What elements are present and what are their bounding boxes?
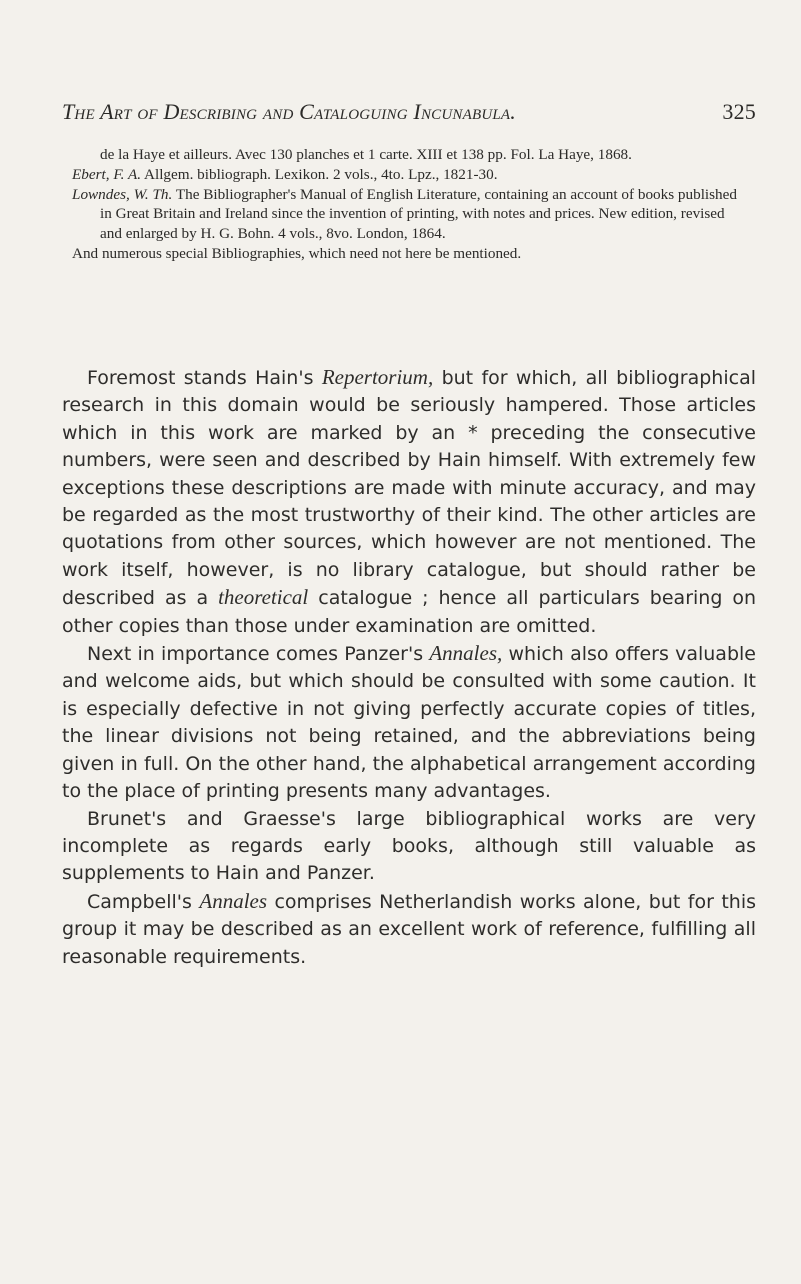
running-head <box>62 99 756 125</box>
text-run: Campbell's <box>87 890 192 913</box>
entry-text: Allgem. bibliograph. Lexikon. 2 vols., 4to. Lpz., 1821-30. <box>144 165 498 183</box>
running-head-title: The Art of Describing and Cataloguing Incunabula. <box>62 99 516 124</box>
text-run: but for which, all bibliographical research in this domain would be seriously hampered. Those articles which in this work are marked by an * preceding the consecutive numbers, were seen and described by Hain himself. With extremely few exceptions these descriptions are made with minute accuracy, and may be regarded as the most trustworthy of their kind. The other articles are quotations from other sources, which however are not mentioned. The work itself, however, is no library catalogue, but should rather be described as a <box>62 367 756 610</box>
book-title: Annales <box>199 888 268 913</box>
text-run: catalogue ; hence all particulars bearing on other copies than those under examination are omitted. <box>62 587 757 637</box>
text-run: Foremost stands Hain's <box>87 367 314 389</box>
bibliography-entry-ebert <box>72 165 748 185</box>
entry-text: The Bibliographer's Manual of English Literature, containing an account of books published in Great Britain and Ireland since the invention of printing, with notes and prices. New edition, revised and enlarged by H. G. Bohn. 4 vols., 8vo. London, 1864. <box>100 185 737 243</box>
book-title: Repertorium, <box>321 365 434 389</box>
paragraph-campbell <box>62 888 756 971</box>
book-title: Annales, <box>429 641 503 666</box>
bibliography-entry-continuation: de la Haye et ailleurs. Avec 130 planches et 1 carte. XIII et 138 pp. Fol. La Haye, 1868. <box>100 146 632 163</box>
bibliography-closing-note: And numerous special Bibliographies, which need not here be mentioned. <box>72 244 522 262</box>
paragraph-brunet: Brunet's and Graesse's large bibliographical works are very incomplete as regards early books, although still valuable as supplements to Hain and Panzer. <box>62 807 756 885</box>
entry-author: Ebert, F. A. <box>72 165 142 183</box>
text-run: which also offers valuable and welcome aids, but which should be consulted with some caution. It is especially defective in not giving perfectly accurate copies of titles, the linear divisions not being retained, and the abbreviations being given in full. On the other hand, the alphabetical arrangement according to the place of printing presents many advantages. <box>62 643 756 803</box>
bibliography-list <box>72 145 748 264</box>
page-number: 325 <box>722 99 756 124</box>
paragraph-hain <box>62 364 756 640</box>
paragraph-panzer <box>62 640 756 805</box>
emphasis: theoretical <box>218 585 309 610</box>
body-text <box>62 364 756 971</box>
entry-author: Lowndes, W. Th. <box>72 185 173 203</box>
text-run: comprises Netherlandish works alone, but for this group it may be described as an excellent work of reference, fulfilling all reasonable requirements. <box>62 890 757 968</box>
bibliography-entry-lowndes <box>72 185 748 244</box>
text-run: Next in importance comes Panzer's <box>87 643 424 666</box>
